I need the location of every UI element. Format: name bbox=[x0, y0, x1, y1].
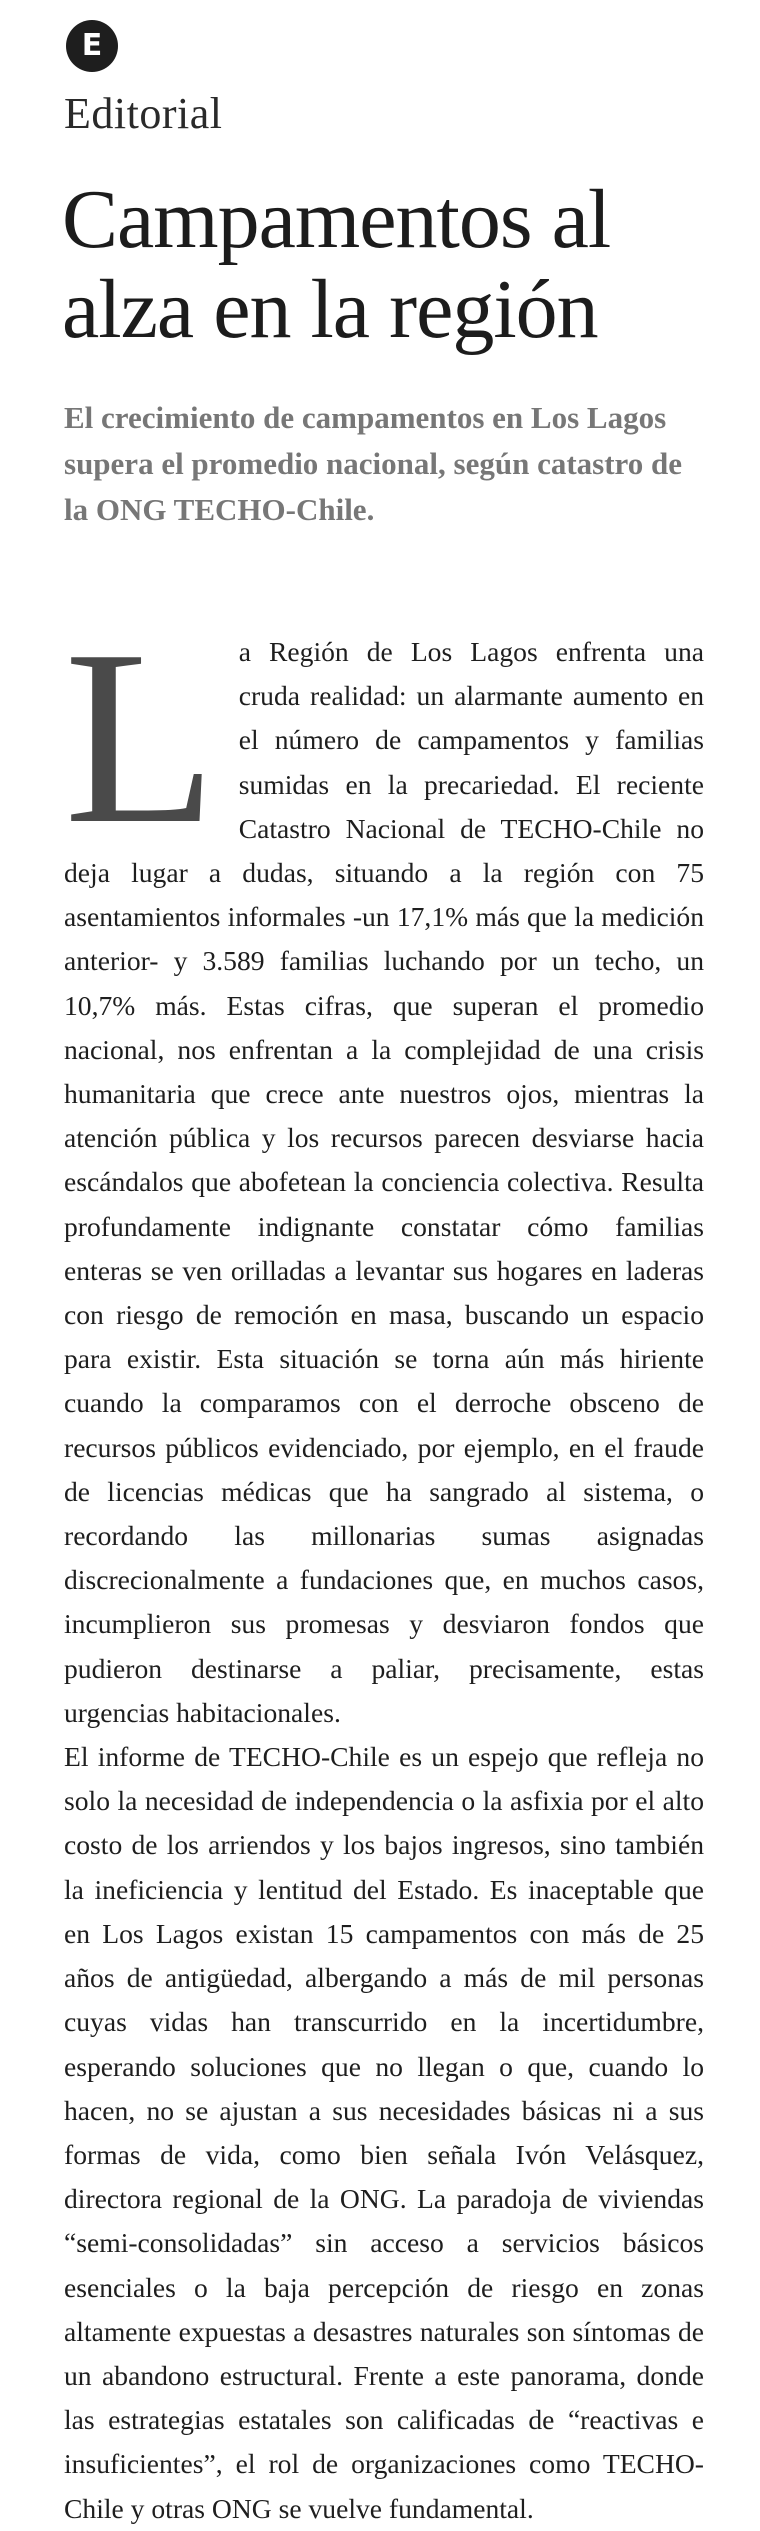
article-headline: Campamentos al alza en la región bbox=[62, 173, 611, 356]
section-badge: E bbox=[66, 20, 118, 72]
article-subtitle: El crecimiento de campamentos en Los Lagos supera el promedio nacional, según catastro de la ONG TECHO-Chile. bbox=[64, 400, 683, 527]
article-paragraph: a Región de Los Lagos enfrenta una cruda realidad: un alarmante aumento en el número de campamentos y familias sumidas en la precariedad. El reciente Catastro Nacional de TECHO-Chile no deja lugar a dudas, situando a la región con 75 asentamientos informales -un 17,1% más que la medición anterior- y 3.589 familias luchando por un techo, un 10,7% más. Estas cifras, que superan el promedio nacional, nos enfrentan a la complejidad de una crisis humanitaria que crece ante nuestros ojos, mientras la atención pública y los recursos parecen desviarse hacia escándalos que abofetean la conciencia colectiva. Resulta profundamente indignante constatar cómo familias enteras se ven orilladas a levantar sus hogares en laderas con riesgo de remoción en masa, buscando un espacio para existir. Esta situación se torna aún más hiriente cuando la comparamos con el derroche obsceno de recursos públicos evidenciado, por ejemplo, en el fraude de licencias médicas que ha sangrado al sistema, o recordando las millonarias sumas asignadas discrecionalmente a fundaciones que, en muchos casos, incumplieron sus promesas y desviaron fondos que pudieron destinarse a paliar, precisamente, estas urgencias habitacionales. bbox=[64, 636, 704, 1728]
article-paragraph: El informe de TECHO-Chile es un espejo que refleja no solo la necesidad de independencia o la asfixia por el alto costo de los arriendos y los bajos ingresos, sino también la ineficiencia y lentitud del Estado. Es inaceptable que en Los Lagos existan 15 campamentos con más de 25 años de antigüedad, albergando a más de mil personas cuyas vidas han transcurrido en la incertidumbre, esperando soluciones que no llegan o que, cuando lo hacen, no se ajustan a sus necesidades básicas ni a sus formas de vida, como bien señala Ivón Velásquez, directora regional de la ONG. La paradoja de viviendas “semi-consolidadas” sin acceso a servicios básicos esenciales o la baja percepción de riesgo en zonas altamente expuestas a desastres naturales son síntomas de un abandono estructural. Frente a este panorama, donde las estrategias estatales son calificadas de “reactivas e insuficientes”, el rol de organizaciones como TECHO-Chile y otras ONG se vuelve fundamental. bbox=[64, 1741, 704, 2524]
article-body bbox=[64, 599, 704, 2531]
drop-cap: L bbox=[64, 599, 217, 876]
section-label: Editorial bbox=[64, 89, 223, 138]
